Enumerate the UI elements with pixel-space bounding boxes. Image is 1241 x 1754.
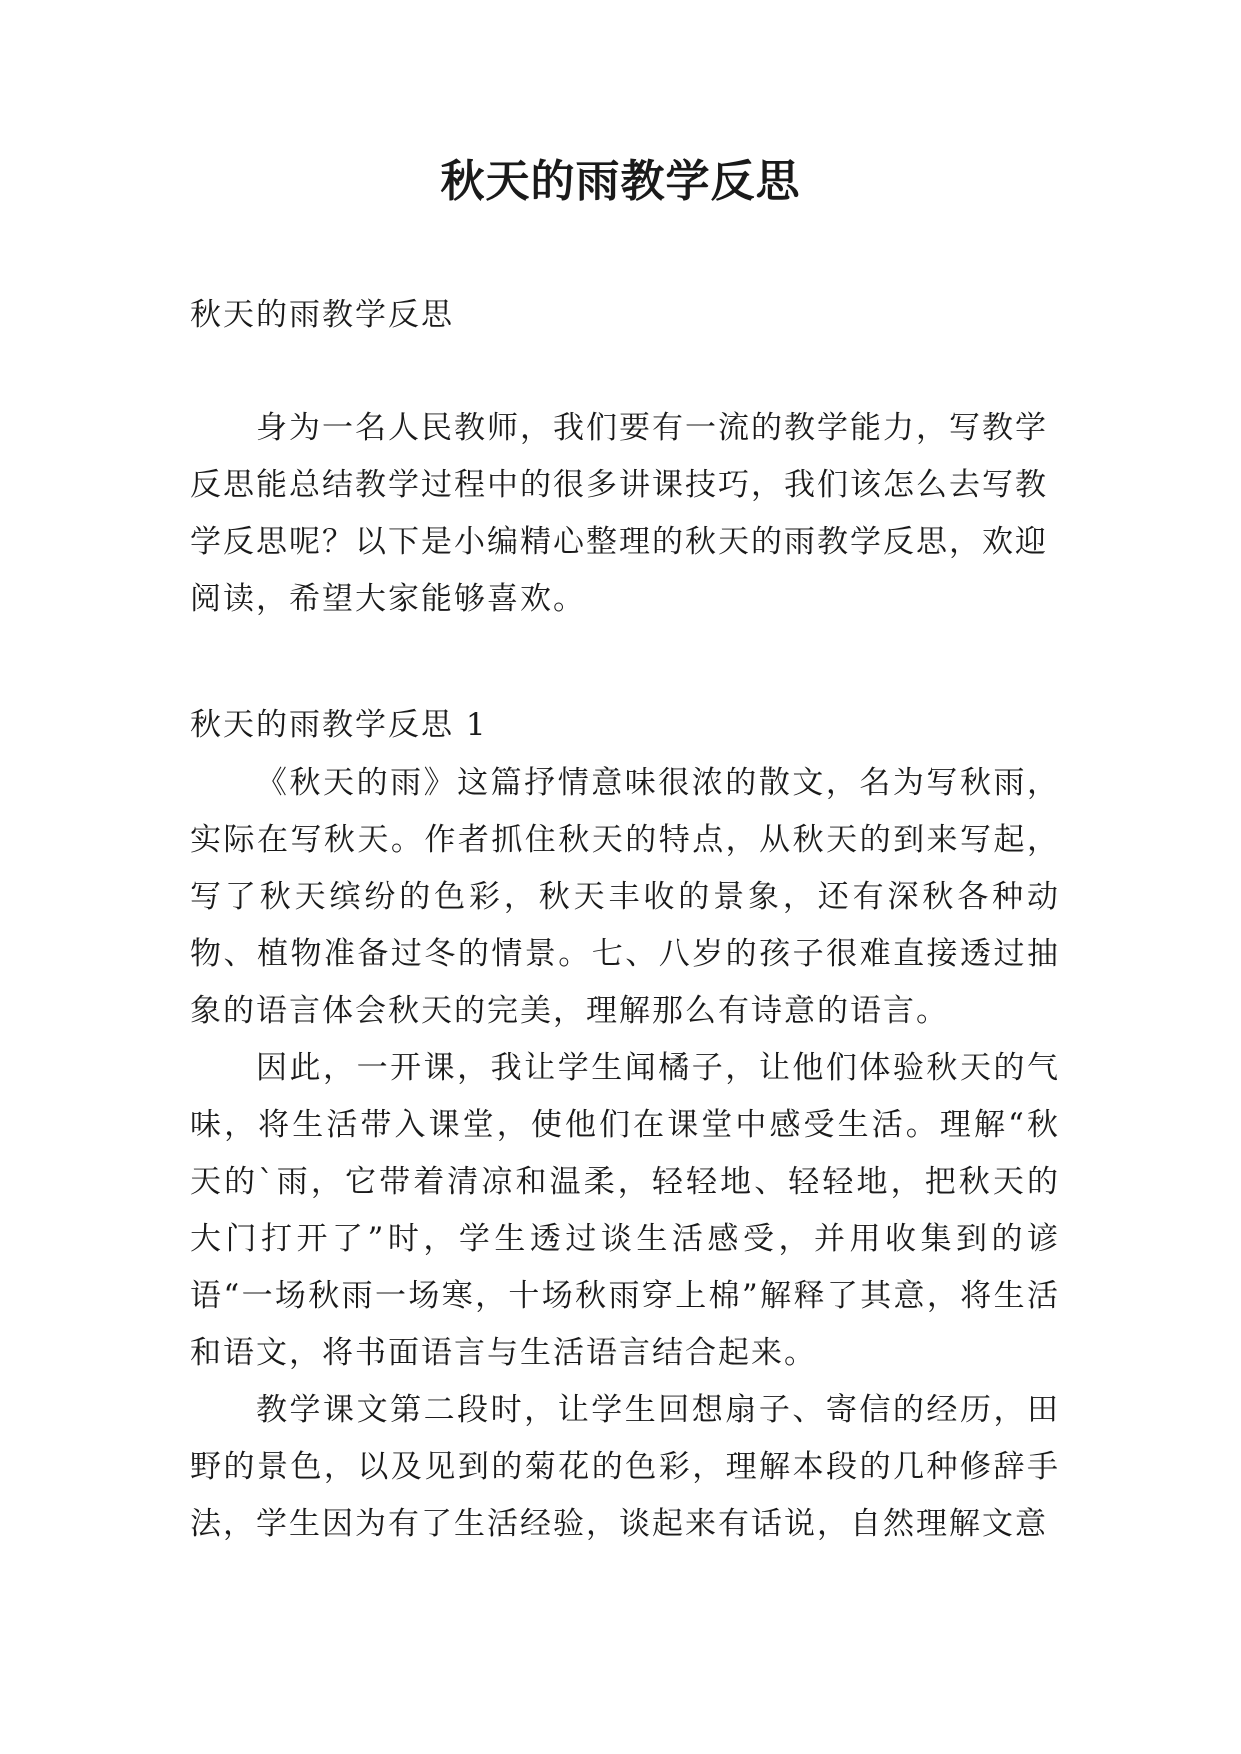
document-title: 秋天的雨教学反思	[440, 156, 801, 207]
document-subtitle: 秋天的雨教学反思	[190, 297, 454, 333]
paragraph-2: 因此，一开课，我让学生闻橘子，让他们体验秋天的气味，将生活带入课堂，使他们在课堂中感受生活。理解“秋天的`雨，它带着清凉和温柔，轻轻地、轻轻地，把秋天的大门打开了”时，学生透过谈生活感受，并用收集到的谚语“一场秋雨一场寒，十场秋雨穿上棉”解释了其意，将生活和语文，将书面语言与生活语言结合起来。	[190, 1050, 1060, 1371]
section-body	[190, 755, 1060, 1553]
paragraph-3: 教学课文第二段时，让学生回想扇子、寄信的经历，田野的景色，以及见到的菊花的色彩，理解本段的几种修辞手法，学生因为有了生活经验，谈起来有话说，自然理解文意	[190, 1392, 1060, 1542]
intro-paragraph: 身为一名人民教师，我们要有一流的教学能力，写教学反思能总结教学过程中的很多讲课技巧，我们该怎么去写教学反思呢？以下是小编精心整理的秋天的雨教学反思，欢迎阅读，希望大家能够喜欢。	[190, 410, 1048, 617]
paragraph-1: 《秋天的雨》这篇抒情意味很浓的散文，名为写秋雨，实际在写秋天。作者抓住秋天的特点，从秋天的到来写起，写了秋天缤纷的色彩，秋天丰收的景象，还有深秋各种动物、植物准备过冬的情景。七、八岁的孩子很难直接透过抽象的语言体会秋天的完美，理解那么有诗意的语言。	[190, 765, 1060, 1029]
section-heading: 秋天的雨教学反思 1	[190, 707, 488, 743]
